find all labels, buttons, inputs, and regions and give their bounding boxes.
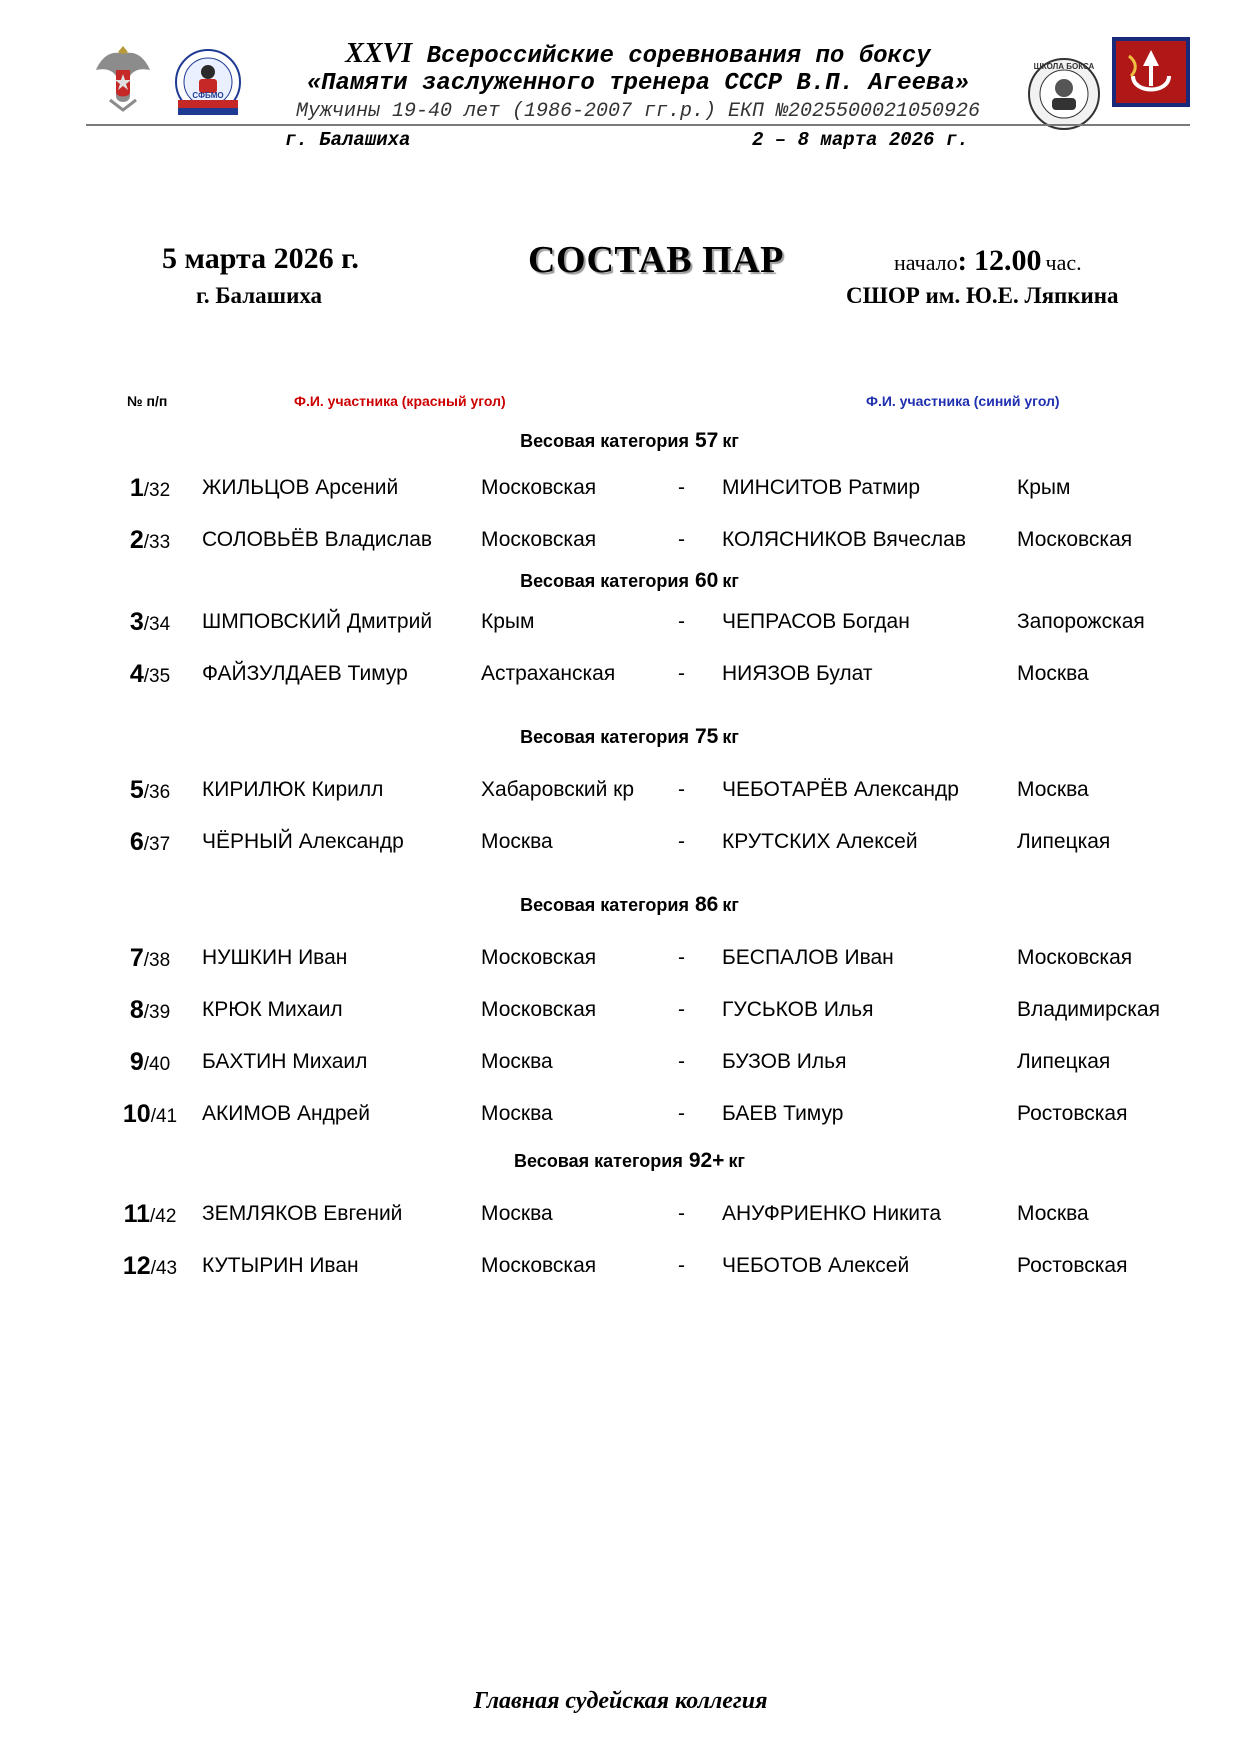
blue-corner-region: Москва bbox=[1017, 662, 1089, 685]
session-city: г. Балашиха bbox=[196, 283, 323, 308]
weight-category-header bbox=[0, 884, 1241, 926]
red-corner-name: ЗЕМЛЯКОВ Евгений bbox=[202, 1202, 403, 1225]
weight-category-header bbox=[0, 716, 1241, 758]
table-row bbox=[0, 932, 1241, 984]
event-city: г. Балашиха bbox=[285, 129, 411, 151]
bout-number bbox=[110, 1088, 190, 1143]
red-corner-name: ЧЁРНЫЙ Александр bbox=[202, 830, 404, 853]
bout-number bbox=[110, 764, 190, 819]
vs-dash: - bbox=[678, 662, 685, 685]
bout-number bbox=[110, 462, 190, 517]
event-title-text: Всероссийские соревнования по боксу bbox=[426, 43, 931, 70]
blue-corner-name: БЕСПАЛОВ Иван bbox=[722, 946, 894, 969]
red-corner-name: ЖИЛЬЦОВ Арсений bbox=[202, 476, 399, 499]
bout-index: /35 bbox=[143, 666, 171, 687]
pair-number: 1 bbox=[129, 474, 144, 502]
vs-dash: - bbox=[678, 830, 685, 853]
red-corner-name: КИРИЛЮК Кирилл bbox=[202, 778, 384, 801]
blue-corner-region: Запорожская bbox=[1017, 610, 1145, 633]
blue-corner-region: Московская bbox=[1017, 528, 1133, 551]
bout-number bbox=[110, 932, 190, 987]
bout-number bbox=[110, 1036, 190, 1091]
vs-dash: - bbox=[678, 946, 685, 969]
red-corner-name: НУШКИН Иван bbox=[202, 946, 348, 969]
blue-corner-name: КРУТСКИХ Алексей bbox=[722, 830, 918, 853]
weight-label: Весовая категория bbox=[520, 895, 689, 915]
table-row bbox=[0, 1088, 1241, 1140]
kg-label: кг bbox=[722, 895, 739, 915]
blue-corner-region: Московская bbox=[1017, 946, 1133, 969]
sfbmo-logo bbox=[170, 48, 246, 124]
table-row bbox=[0, 816, 1241, 868]
bout-index: /36 bbox=[143, 782, 171, 803]
weight-value: 60 bbox=[694, 569, 719, 592]
blue-corner-region: Липецкая bbox=[1017, 1050, 1111, 1073]
bout-number bbox=[110, 816, 190, 871]
kg-label: кг bbox=[722, 571, 739, 591]
table-row bbox=[0, 1036, 1241, 1088]
bout-index: /43 bbox=[150, 1258, 178, 1279]
weight-value: 75 bbox=[694, 725, 719, 748]
red-corner-region: Москва bbox=[481, 1102, 553, 1125]
bout-index: /34 bbox=[143, 614, 171, 635]
red-corner-name: ШМПОВСКИЙ Дмитрий bbox=[202, 610, 433, 633]
weight-label: Весовая категория bbox=[514, 1151, 683, 1171]
weight-value: 57 bbox=[694, 429, 719, 452]
kg-label: кг bbox=[728, 1151, 745, 1171]
header-divider bbox=[86, 124, 1190, 126]
svg-text:СФБМО: СФБМО bbox=[192, 91, 224, 100]
red-corner-region: Московская bbox=[481, 998, 597, 1021]
bout-index: /37 bbox=[143, 834, 171, 855]
bout-index: /38 bbox=[143, 950, 171, 971]
weight-value: 86 bbox=[694, 893, 719, 916]
pair-number: 11 bbox=[123, 1200, 150, 1228]
table-row bbox=[0, 1188, 1241, 1240]
vs-dash: - bbox=[678, 528, 685, 551]
start-label: начало bbox=[894, 250, 958, 275]
bout-index: /33 bbox=[143, 532, 171, 553]
table-row bbox=[0, 764, 1241, 816]
event-title bbox=[258, 38, 1018, 70]
pair-number: 9 bbox=[129, 1048, 144, 1076]
event-subtitle: «Памяти заслуженного тренера СССР В.П. Агеева» bbox=[306, 70, 970, 97]
weight-label: Весовая категория bbox=[520, 727, 689, 747]
weight-label: Весовая категория bbox=[520, 571, 689, 591]
blue-corner-region: Ростовская bbox=[1017, 1254, 1128, 1277]
pair-number: 3 bbox=[129, 608, 144, 636]
svg-text:ШКОЛА БОКСА: ШКОЛА БОКСА bbox=[1033, 62, 1095, 71]
kg-label: кг bbox=[722, 727, 739, 747]
vs-dash: - bbox=[678, 1102, 685, 1125]
blue-corner-name: ЧЕБОТАРЁВ Александр bbox=[722, 778, 959, 801]
pair-number: 2 bbox=[129, 526, 144, 554]
vs-dash: - bbox=[678, 476, 685, 499]
session-venue: СШОР им. Ю.Е. Ляпкина bbox=[846, 283, 1119, 308]
blue-corner-name: БУЗОВ Илья bbox=[722, 1050, 847, 1073]
column-header-red-corner: Ф.И. участника (красный угол) bbox=[294, 393, 506, 409]
vs-dash: - bbox=[678, 778, 685, 801]
start-time: 12.00 bbox=[974, 244, 1042, 277]
event-category-line: Мужчины 19-40 лет (1986-2007 гг.р.) ЕКП №2025500021050926 bbox=[295, 100, 981, 123]
balashikha-crest-icon bbox=[1111, 36, 1191, 108]
bout-number bbox=[110, 1188, 190, 1243]
table-row bbox=[0, 514, 1241, 566]
table-row bbox=[0, 462, 1241, 514]
event-dates: 2 – 8 марта 2026 г. bbox=[752, 129, 969, 151]
blue-corner-name: ГУСЬКОВ Илья bbox=[722, 998, 874, 1021]
red-corner-region: Московская bbox=[481, 946, 597, 969]
weight-category-header bbox=[0, 566, 1241, 596]
red-corner-region: Москва bbox=[481, 1050, 553, 1073]
red-corner-name: ФАЙЗУЛДАЕВ Тимур bbox=[202, 662, 408, 685]
red-corner-region: Хабаровский кр bbox=[481, 778, 635, 801]
bout-index: /42 bbox=[150, 1206, 177, 1227]
blue-corner-region: Москва bbox=[1017, 1202, 1089, 1225]
bout-index: /41 bbox=[150, 1106, 178, 1127]
pair-number: 5 bbox=[129, 776, 144, 804]
red-corner-region: Астраханская bbox=[481, 662, 616, 685]
red-corner-region: Московская bbox=[481, 528, 597, 551]
bout-index: /40 bbox=[143, 1054, 171, 1075]
vs-dash: - bbox=[678, 610, 685, 633]
weight-value: 92+ bbox=[688, 1149, 725, 1172]
weight-category-header bbox=[0, 1140, 1241, 1182]
red-corner-region: Московская bbox=[481, 1254, 597, 1277]
pair-number: 7 bbox=[129, 944, 144, 972]
vs-dash: - bbox=[678, 998, 685, 1021]
blue-corner-name: МИНСИТОВ Ратмир bbox=[722, 476, 921, 499]
column-header-number: № п/п bbox=[127, 393, 168, 409]
column-header-blue-corner: Ф.И. участника (синий угол) bbox=[866, 393, 1060, 409]
pairs-table bbox=[0, 420, 1241, 1292]
red-corner-region: Москва bbox=[481, 1202, 553, 1225]
blue-corner-name: ЧЕПРАСОВ Богдан bbox=[722, 610, 910, 633]
blue-corner-region: Крым bbox=[1017, 476, 1071, 499]
bout-number bbox=[110, 1240, 190, 1295]
table-row bbox=[0, 596, 1241, 648]
vs-dash: - bbox=[678, 1202, 685, 1225]
table-row bbox=[0, 984, 1241, 1036]
red-corner-region: Крым bbox=[481, 610, 535, 633]
bout-number bbox=[110, 648, 190, 703]
pair-number: 12 bbox=[122, 1252, 151, 1280]
blue-corner-name: АНУФРИЕНКО Никита bbox=[722, 1202, 942, 1225]
table-row bbox=[0, 1240, 1241, 1292]
blue-corner-region: Липецкая bbox=[1017, 830, 1111, 853]
blue-corner-name: НИЯЗОВ Булат bbox=[722, 662, 873, 685]
blue-corner-name: КОЛЯСНИКОВ Вячеслав bbox=[722, 528, 966, 551]
weight-label: Весовая категория bbox=[520, 431, 689, 451]
event-title-roman: XXVI bbox=[345, 38, 413, 69]
vs-dash: - bbox=[678, 1254, 685, 1277]
table-row bbox=[0, 648, 1241, 700]
russian-emblem-icon bbox=[92, 40, 154, 112]
red-corner-name: БАХТИН Михаил bbox=[202, 1050, 368, 1073]
vs-dash: - bbox=[678, 1050, 685, 1073]
red-corner-name: СОЛОВЬЁВ Владислав bbox=[202, 528, 433, 551]
bout-number bbox=[110, 514, 190, 569]
red-corner-region: Москва bbox=[481, 830, 553, 853]
blue-corner-name: ЧЕБОТОВ Алексей bbox=[722, 1254, 910, 1277]
pair-number: 4 bbox=[129, 660, 144, 688]
bout-index: /39 bbox=[143, 1002, 171, 1023]
red-corner-region: Московская bbox=[481, 476, 597, 499]
session-date: 5 марта 2026 г. bbox=[162, 242, 359, 275]
weight-category-header bbox=[0, 420, 1241, 462]
blue-corner-region: Москва bbox=[1017, 778, 1089, 801]
footer-signature: Главная судейская коллегия bbox=[473, 1688, 768, 1714]
pair-number: 6 bbox=[129, 828, 144, 856]
blue-corner-region: Ростовская bbox=[1017, 1102, 1128, 1125]
red-corner-name: АКИМОВ Андрей bbox=[202, 1102, 370, 1125]
start-unit: час. bbox=[1045, 250, 1082, 275]
boxing-school-logo bbox=[1026, 56, 1102, 132]
red-corner-name: КУТЫРИН Иван bbox=[202, 1254, 359, 1277]
bout-number bbox=[110, 596, 190, 651]
page-title: СОСТАВ ПАР bbox=[528, 239, 784, 281]
session-start: начало: 12.00 час. bbox=[894, 244, 1082, 277]
blue-corner-region: Владимирская bbox=[1017, 998, 1160, 1021]
bout-number bbox=[110, 984, 190, 1039]
pair-number: 10 bbox=[122, 1100, 151, 1128]
pair-number: 8 bbox=[129, 996, 144, 1024]
red-corner-name: КРЮК Михаил bbox=[202, 998, 343, 1021]
blue-corner-name: БАЕВ Тимур bbox=[722, 1102, 844, 1125]
bout-index: /32 bbox=[143, 480, 171, 501]
kg-label: кг bbox=[722, 431, 739, 451]
